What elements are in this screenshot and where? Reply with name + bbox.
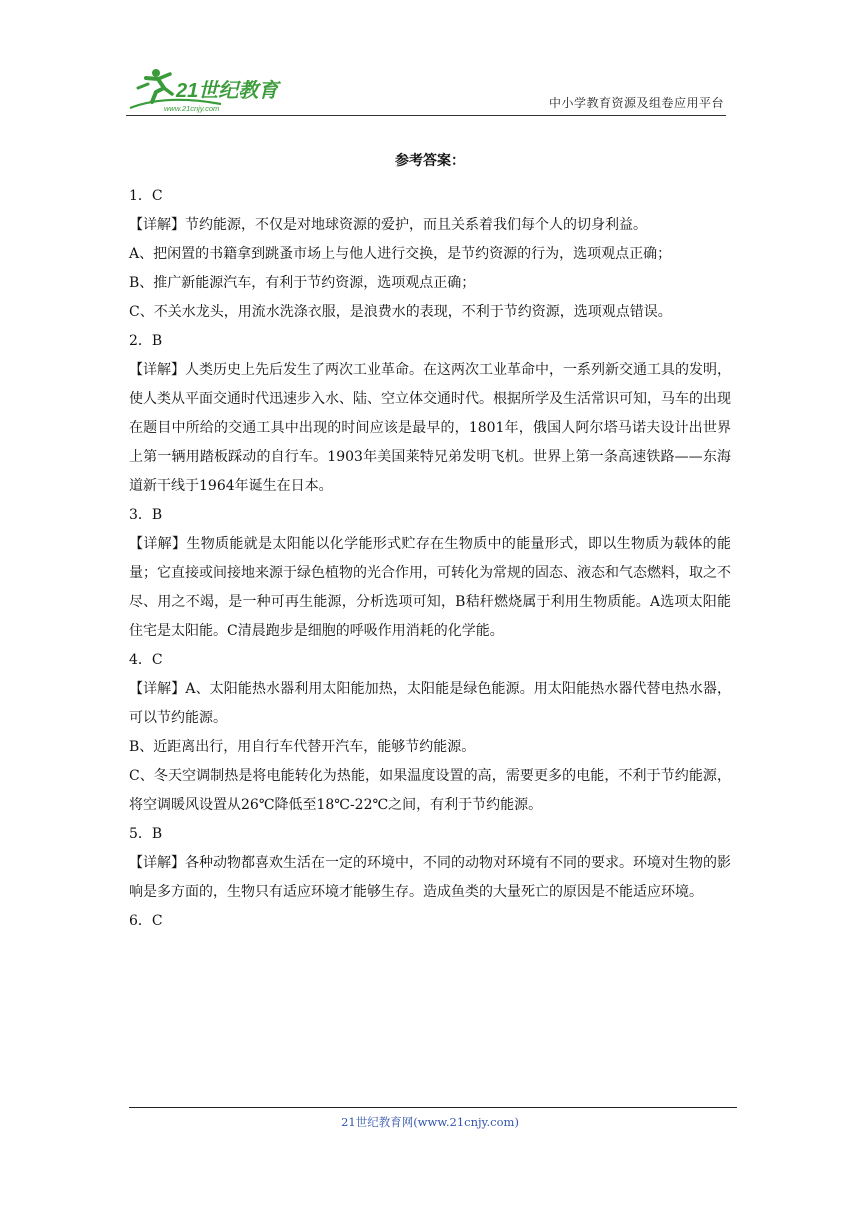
- answer-list: [129, 182, 731, 936]
- answer-content: [129, 150, 731, 936]
- explanation-paragraph: B、推广新能源汽车，有利于节约资源，选项观点正确；: [129, 275, 476, 291]
- platform-name: 中小学教育资源及组卷应用平台: [548, 96, 724, 110]
- answer-key: 6．C: [129, 913, 163, 929]
- explanation-paragraph: 【详解】生物质能就是太阳能以化学能形式贮存在生物质中的能量形式，即以生物质为载体的能量；它直接或间接地来源于绿色植物的光合作用，可转化为常规的固态、液态和气态燃料，取之不尽、用之不竭，是一种可再生能源，分析选项可知，B秸秆燃烧属于利用生物质能。A选项太阳能住宅是太阳能。C清晨跑步是细胞的呼吸作用消耗的化学能。: [129, 536, 731, 639]
- page-header: [126, 64, 726, 116]
- answer-item: [129, 907, 731, 936]
- explanation-paragraph: 【详解】A、太阳能热水器利用太阳能加热，太阳能是绿色能源。用太阳能热水器代替电热水器，可以节约能源。: [129, 681, 731, 726]
- svg-text:21世纪教育: 21世纪教育: [176, 80, 279, 102]
- answer-item: [129, 182, 731, 327]
- explanation-paragraph: B、近距离出行，用自行车代替开汽车，能够节约能源。: [129, 739, 476, 755]
- explanation-paragraph: 【详解】节约能源，不仅是对地球资源的爱护，而且关系着我们每个人的切身利益。: [129, 217, 647, 233]
- footer-divider: [129, 1107, 737, 1108]
- explanation-paragraph: C、不关水龙头，用流水洗涤衣服，是浪费水的表现，不利于节约资源，选项观点错误。: [129, 304, 672, 320]
- explanation-paragraph: C、冬天空调制热是将电能转化为热能，如果温度设置的高，需要更多的电能，不利于节约能源，将空调暖风设置从26℃降低至18℃-22℃之间，有利于节约能源。: [129, 768, 731, 813]
- explanation-paragraph: A、把闲置的书籍拿到跳蚤市场上与他人进行交换，是节约资源的行为，选项观点正确；: [129, 246, 672, 262]
- answer-item: [129, 501, 731, 646]
- answer-key: 5．B: [129, 826, 163, 842]
- site-logo: [126, 64, 296, 114]
- svg-text:www.21cnjy.com: www.21cnjy.com: [164, 104, 220, 113]
- answer-item: [129, 820, 731, 907]
- answer-item: [129, 327, 731, 501]
- answer-item: [129, 646, 731, 820]
- explanation-paragraph: 【详解】各种动物都喜欢生活在一定的环境中，不同的动物对环境有不同的要求。环境对生物的影响是多方面的，生物只有适应环境才能够生存。造成鱼类的大量死亡的原因是不能适应环境。: [129, 855, 731, 900]
- answer-key: 1．C: [129, 188, 163, 204]
- explanation-paragraph: 【详解】人类历史上先后发生了两次工业革命。在这两次工业革命中，一系列新交通工具的发明，使人类从平面交通时代迅速步入水、陆、空立体交通时代。根据所学及生活常识可知，马车的出现在题目中所给的交通工具中出现的时间应该是最早的，1801年，俄国人阿尔塔马诺夫设计出世界上第一辆用踏板踩动的自行车。1903年美国莱特兄弟发明飞机。世界上第一条高速铁路——东海道新干线于1964年诞生在日本。: [129, 362, 731, 494]
- answer-key: 3．B: [129, 507, 163, 523]
- answer-key: 4．C: [129, 652, 163, 668]
- header-divider: [126, 115, 726, 116]
- answer-key: 2．B: [129, 333, 163, 349]
- page-title: 参考答案：: [395, 153, 465, 169]
- footer-text: 21世纪教育网(www.21cnjy.com): [341, 1115, 519, 1129]
